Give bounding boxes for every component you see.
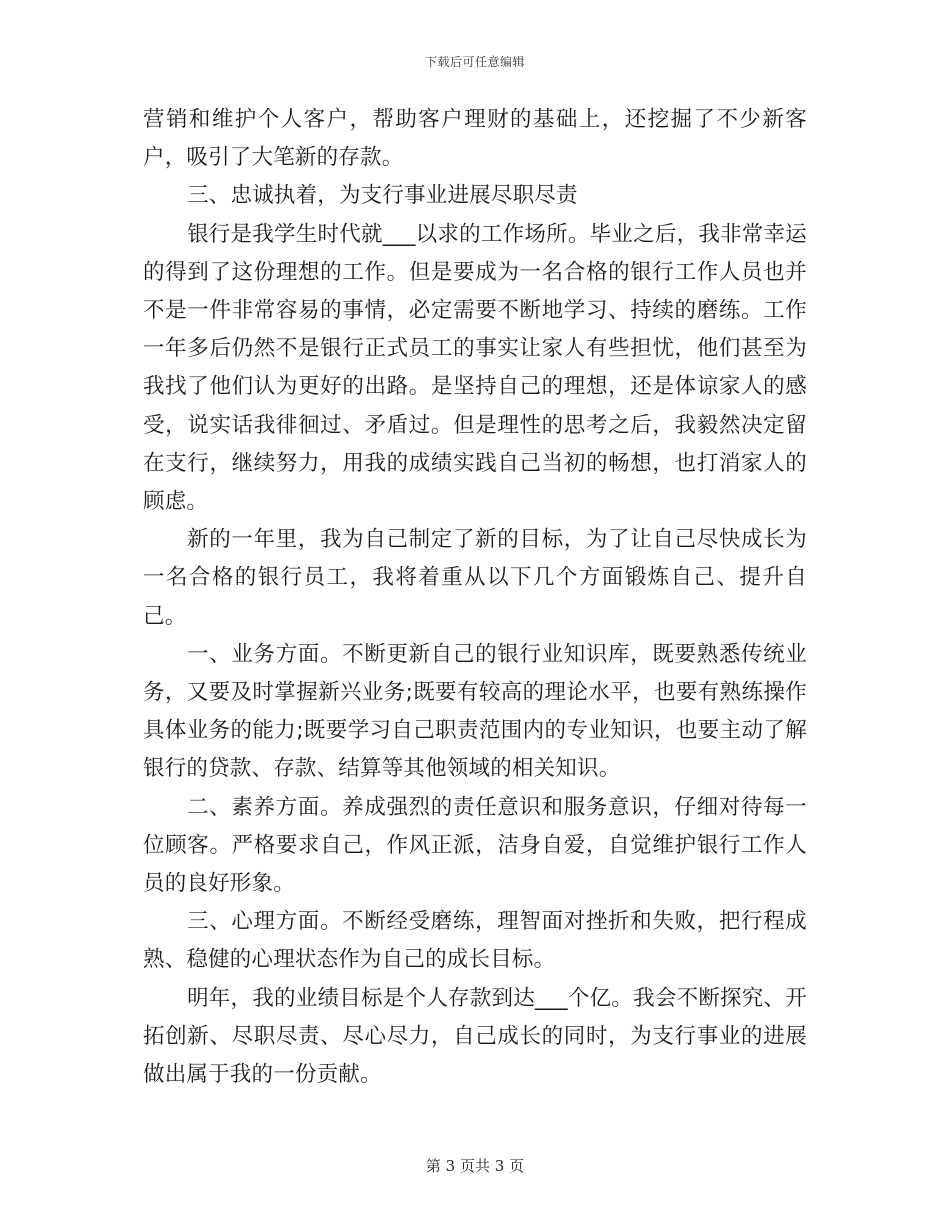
page-number: 第 3 页共 3 页 <box>425 1157 525 1175</box>
paragraph: 银行是我学生时代就___以求的工作场所。毕业之后，我非常幸运的得到了这份理想的工作。但是要成为一名合格的银行工作人员也并不是一件非常容易的事情，必定需要不断地学习、持续的磨练。工作一年多后仍然不是银行正式员工的事实让家人有些担忧，他们甚至为我找了他们认为更好的出路。是坚持自己的理想，还是体谅家人的感受，说实话我徘徊过、矛盾过。但是理性的思考之后，我毅然决定留在支行，继续努力，用我的成绩实践自己当初的畅想，也打消家人的顾虑。 <box>143 221 807 515</box>
paragraph: 一、业务方面。不断更新自己的银行业知识库，既要熟悉传统业务，又要及时掌握新兴业务;既要有较高的理论水平，也要有熟练操作具体业务的能力;既要学习自己职责范围内的专业知识，也要主动了解银行的贷款、存款、结算等其他领域的相关知识。 <box>143 641 807 782</box>
header-note: 下载后可任意编辑 <box>424 55 525 69</box>
paragraph: 新的一年里，我为自己制定了新的目标，为了让自己尽快成长为一名合格的银行员工，我将着重从以下几个方面锻炼自己、提升自己。 <box>143 527 807 629</box>
document-body <box>143 101 807 1094</box>
paragraph: 二、素养方面。养成强烈的责任意识和服务意识，仔细对待每一位顾客。严格要求自己，作风正派，洁身自爱，自觉维护银行工作人员的良好形象。 <box>143 794 807 897</box>
paragraph: 明年，我的业绩目标是个人存款到达___个亿。我会不断探究、开拓创新、尽职尽责、尽心尽力，自己成长的同时，为支行事业的进展做出属于我的一份贡献。 <box>143 985 807 1088</box>
section-heading: 三、忠诚执着，为支行事业进展尽职尽责 <box>187 183 578 209</box>
paragraph: 营销和维护个人客户，帮助客户理财的基础上，还挖掘了不少新客户，吸引了大笔新的存款。 <box>143 107 807 171</box>
paragraph: 三、心理方面。不断经受磨练，理智面对挫折和失败，把行程成熟、稳健的心理状态作为自己的成长目标。 <box>143 909 807 973</box>
